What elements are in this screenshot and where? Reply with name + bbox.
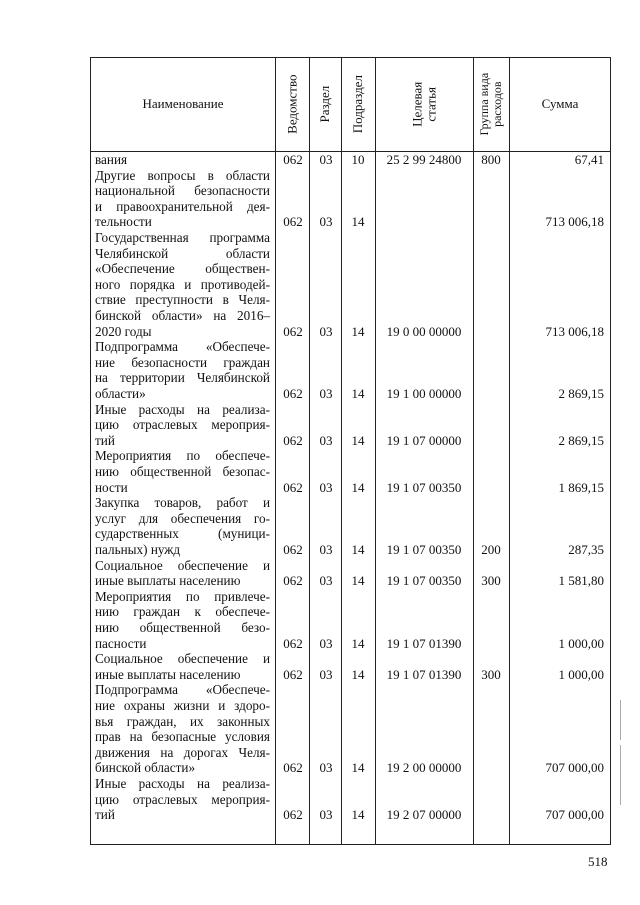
row-name-line: Мероприятия по привлече- [95,588,270,604]
row-name [95,402,270,449]
row-name [95,776,270,823]
row-name [95,589,270,651]
row-name-line: бинской области» на 2016– [95,307,270,323]
header-razdel-text: Раздел [317,86,333,123]
row-razdel: 03 [319,152,333,167]
row-vedomstvo: 062 [283,807,303,823]
row-name [95,682,270,776]
row-celevaya: 19 1 00 00000 [386,386,462,401]
row-celevaya: 19 1 07 00350 [386,573,462,589]
header-podrazdel [342,58,375,151]
row-razdel: 03 [319,542,333,557]
row-celevaya: 19 1 07 01390 [386,635,462,651]
row-summa: 67,41 [574,152,604,167]
row-name-line: цию отраслевых мероприя- [95,791,270,807]
row-name [95,495,270,557]
row-podrazdel: 14 [351,635,365,651]
margin-mark [620,745,621,805]
row-name-line: иные выплаты населению [95,573,241,589]
row-podrazdel: 14 [351,573,365,589]
row-name [95,339,270,401]
row-name-line: Государственная программа [95,230,270,245]
row-name-line: Закупка товаров, работ и [95,495,270,511]
col-divider [509,57,510,845]
row-podrazdel: 14 [351,542,365,557]
row-celevaya: 19 1 07 01390 [386,666,462,682]
row-summa: 1 581,80 [558,573,604,589]
row-razdel: 03 [319,635,333,651]
row-razdel: 03 [319,807,333,823]
header-podrazdel-text: Подраздел [350,75,366,134]
row-name-line: Другие вопросы в области [95,167,270,183]
row-name-line: Иные расходы на реализа- [95,401,270,417]
row-summa: 2 869,15 [558,386,604,401]
row-summa: 2 869,15 [558,432,604,448]
header-summa-text: Сумма [541,96,579,112]
row-name-line: цию отраслевых мероприя- [95,417,270,433]
row-name-line: вья граждан, их законных [95,713,270,729]
row-summa: 707 000,00 [545,807,604,823]
row-name-line: 2020 годы [95,323,152,339]
row-vedomstvo: 062 [283,542,303,557]
row-name-line: ние охраны жизни и здоро- [95,697,270,713]
row-vedomstvo: 062 [283,760,303,776]
row-name [95,152,270,168]
row-celevaya: 19 1 07 00000 [386,432,462,448]
row-podrazdel: 14 [351,760,365,776]
row-celevaya: 19 1 07 00350 [386,479,462,495]
row-name-line: и правоохранительной дея- [95,198,270,214]
row-podrazdel: 14 [351,323,365,339]
row-name-line: на территории Челябинской [95,370,270,386]
row-gruppa: 800 [481,152,501,167]
col-divider [375,57,376,845]
header-summa [510,58,610,151]
row-name-line: Иные расходы на реализа- [95,776,270,791]
header-gruppa-text [478,73,504,136]
row-summa: 713 006,18 [545,323,604,339]
row-name-line: Подпрограмма «Обеспече- [95,339,270,355]
col-divider [341,57,342,845]
row-razdel: 03 [319,666,333,682]
row-podrazdel: 14 [351,807,365,823]
row-name [95,230,270,339]
row-podrazdel: 14 [351,386,365,401]
row-gruppa: 300 [481,666,501,682]
row-summa: 1 869,15 [558,479,604,495]
header-celevaya [376,58,473,151]
row-razdel: 03 [319,323,333,339]
row-name-line: ствие преступности в Челя- [95,292,270,308]
row-name-line: Мероприятия по обеспече- [95,448,270,464]
row-name-line: услуг для обеспечения го- [95,510,270,526]
row-name-line: движения на дорогах Челя- [95,744,270,760]
row-name-line: Социальное обеспечение и [95,557,270,573]
row-name-line: нию общественной безо- [95,619,270,635]
row-name-line: ности [95,479,128,495]
row-razdel: 03 [319,432,333,448]
header-celevaya-text [410,82,439,127]
row-vedomstvo: 062 [283,152,303,167]
row-celevaya: 19 2 07 00000 [386,807,462,823]
row-name-line: тельности [95,214,152,230]
row-podrazdel: 10 [351,152,365,167]
col-divider [309,57,310,845]
col-divider [275,57,276,845]
row-name-line: иные выплаты населению [95,666,241,682]
row-vedomstvo: 062 [283,386,303,401]
row-summa: 1 000,00 [558,666,604,682]
header-celevaya-line1: Целевая [409,81,425,128]
row-name-line: сударственных (муници- [95,526,270,542]
row-vedomstvo: 062 [283,432,303,448]
row-summa: 1 000,00 [558,635,604,651]
row-razdel: 03 [319,386,333,401]
row-name [95,448,270,495]
row-name-line: тий [95,432,115,448]
row-name-line: Челябинской области [95,245,270,261]
row-podrazdel: 14 [351,479,365,495]
row-summa: 713 006,18 [545,214,604,230]
row-razdel: 03 [319,573,333,589]
row-celevaya: 19 2 00 00000 [386,760,462,776]
header-name-text: Наименование [142,96,224,112]
row-name [95,558,270,589]
row-name-line: нию общественной безопас- [95,463,270,479]
row-vedomstvo: 062 [283,214,303,230]
row-vedomstvo: 062 [283,666,303,682]
row-podrazdel: 14 [351,214,365,230]
row-razdel: 03 [319,479,333,495]
row-vedomstvo: 062 [283,573,303,589]
row-name [95,168,270,230]
row-razdel: 03 [319,214,333,230]
row-gruppa: 300 [481,573,501,589]
row-name-line: пасности [95,635,147,651]
header-gruppa [474,58,509,151]
row-name-line: бинской области» [95,760,196,776]
page-number: 518 [588,854,608,869]
header-celevaya-line2: статья [423,87,439,122]
row-vedomstvo: 062 [283,479,303,495]
row-razdel: 03 [319,760,333,776]
row-name-line: нию граждан к обеспече- [95,604,270,620]
row-name-line: ние безопасности граждан [95,354,270,370]
header-vedomstvo-text: Ведомство [284,74,300,135]
header-gruppa-line2: расходов [490,81,505,128]
row-gruppa: 200 [481,542,501,557]
row-celevaya: 19 0 00 00000 [386,323,462,339]
header-vedomstvo [276,58,309,151]
header-gruppa-line1: Группа вида [477,73,492,136]
row-name-line: области» [95,385,146,401]
row-summa: 287,35 [568,542,604,557]
row-summa: 707 000,00 [545,760,604,776]
header-name [91,58,275,151]
header-razdel [310,58,341,151]
row-name-line: Подпрограмма «Обеспече- [95,682,270,698]
row-name [95,651,270,682]
row-celevaya: 19 1 07 00350 [386,542,462,557]
row-name-line: прав на безопасные условия [95,729,270,745]
row-name-line: вания [95,152,128,167]
row-name-line: Социальное обеспечение и [95,651,270,667]
row-vedomstvo: 062 [283,323,303,339]
row-name-line: «Обеспечение обществен- [95,261,270,277]
col-divider [473,57,474,845]
margin-mark [620,700,621,740]
row-name-line: тий [95,807,115,823]
row-name-line: пальных) нужд [95,541,181,557]
row-name-line: ного порядка и противодей- [95,276,270,292]
row-vedomstvo: 062 [283,635,303,651]
row-name-line: национальной безопасности [95,183,270,199]
row-podrazdel: 14 [351,666,365,682]
row-celevaya: 25 2 99 24800 [386,152,462,167]
row-podrazdel: 14 [351,432,365,448]
